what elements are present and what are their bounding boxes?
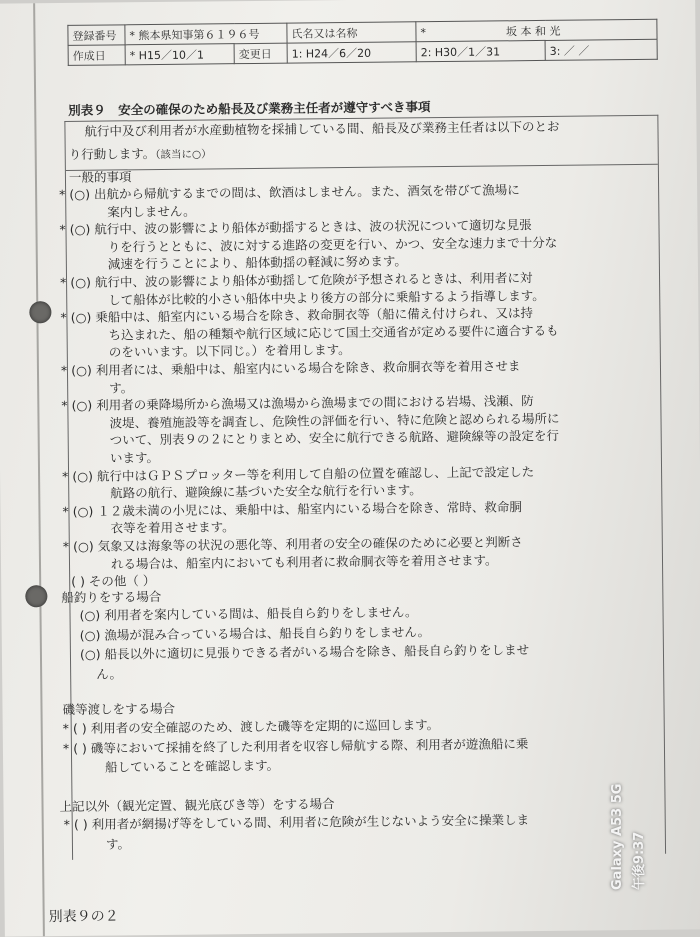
page-edge	[33, 3, 45, 936]
general-line: れる場合は、船室内においても利用者に救命胴衣等を着用させます。	[110, 552, 498, 572]
general-line: す。	[109, 379, 134, 396]
general-line: 案内しません。	[107, 203, 196, 220]
general-line: います。	[109, 450, 159, 466]
general-line: 衣等を着用させます。	[110, 519, 235, 536]
created-value: * H15／10／1	[125, 44, 234, 65]
general-line: ( ) その他（ ）	[71, 573, 156, 590]
general-line: * (○) 航行中、波の影響により船体が動揺して危険が予想されるときは、利用者に対	[59, 270, 533, 291]
punch-hole	[25, 585, 47, 607]
section-title: 別表９ 安全の確保のため船長及び業務主任者が遵守すべき事項	[68, 99, 431, 118]
iso-line: 船していることを確認します。	[105, 757, 280, 775]
created-label: 作成日	[68, 45, 125, 66]
general-line: ち込まれた、船の種類や航行区域に応じて国土交通省が定める要件に適合するも	[108, 322, 559, 343]
fishing-line: ん。	[96, 665, 122, 682]
general-line: * (○) 航行中はＧＰＳプロッター等を利用して自船の位置を確認し、上記で設定した	[62, 463, 535, 484]
general-line: ついて、別表９の２にとりまとめ、安全に航行できる航路、避険線等の設定を行	[109, 428, 560, 448]
general-line: * (○) １２歳未満の小児には、乗船中は、船室内にいる場合を除き、常時、救命胴	[62, 499, 522, 519]
iso-line: * ( ) 利用者の安全確認のため、渡した磯等を定期的に巡回します。	[62, 717, 440, 737]
general-line: * (○) 利用者の乗降場所から漁場又は漁場から漁場までの間における岩場、浅瀬、防	[61, 393, 534, 414]
fishing-line: (○) 利用者を案内している間は、船長自ら釣りをしません。	[79, 604, 418, 623]
general-line: 波堤、養殖施設等を調査し、危険性の評価を行い、特に危険と認められる場所に	[109, 410, 560, 431]
registration-table	[67, 19, 657, 66]
name-mark: *	[420, 25, 427, 39]
other-line: す。	[105, 835, 131, 852]
intro-line-1: 航行中及び利用者が水産動植物を採捕している間、船長及び業務主任者は以下のとお	[84, 118, 560, 139]
punch-hole	[29, 301, 51, 323]
name-cell	[416, 19, 657, 42]
change-date-3: 3: ／ ／	[545, 39, 657, 60]
camera-watermark: Galaxy A53 5G	[610, 783, 625, 890]
general-line: * (○) 航行中、波の影響により船体が動揺するときは、波の状況について適切な見張	[59, 217, 532, 238]
intro-note: （該当に○）	[155, 148, 212, 162]
general-heading: 一般的事項	[68, 169, 132, 185]
name-value: 坂 本 和 光	[505, 24, 561, 38]
change-date-2: 2: H30／1／31	[416, 40, 545, 61]
intro-text: り行動します。	[68, 146, 156, 162]
other-line: * ( ) 利用者が網揚げ等をしている間、利用者に危険が生じないよう安全に操業しま	[63, 812, 530, 833]
general-line: * (○) 乗船中は、船室内にいる場合を除き、救命胴衣等（船に備え付けられ、又は持	[60, 305, 534, 326]
reg-label: 登録番号	[68, 25, 125, 46]
name-label: 氏名又は名称	[287, 22, 416, 43]
intro-line-2	[69, 144, 212, 164]
footer-label: 別表９の２	[48, 908, 119, 926]
general-line: のをいいます。以下同じ。）を着用します。	[108, 342, 351, 360]
other-heading: 上記以外（観光定置、観光底びき等）をする場合	[59, 796, 335, 815]
reg-value: * 熊本県知事第６１９６号	[125, 23, 287, 45]
fishing-line: (○) 船長以外に適切に見張りできる者がいる場合を除き、船長自ら釣りをしませ	[79, 642, 530, 662]
general-line: 航路の航行、避険線に基づいた安全な航行を行います。	[110, 482, 422, 501]
camera-timestamp: 午後9:37	[632, 831, 647, 890]
iso-heading: 磯等渡しをする場合	[62, 700, 176, 718]
fishing-line: (○) 漁場が混み合っている場合は、船長自ら釣りをしません。	[79, 623, 431, 643]
general-line: りを行うとともに、波に対する進路の変更を行い、かつ、安全な速力まで十分な	[107, 234, 558, 255]
general-line: して船体が比較的小さい船体中央より後方の部分に乗船するよう指導します。	[108, 287, 545, 308]
general-line: 減速を行うことにより、船体動揺の軽減に努めます。	[107, 253, 407, 272]
general-line: * (○) 出航から帰航するまでの間は、飲酒はしません。また、酒気を帯びて漁場に	[59, 182, 520, 203]
frame-divider	[66, 164, 658, 171]
changed-label: 変更日	[234, 43, 287, 64]
fishing-heading: 船釣りをする場合	[61, 588, 162, 606]
iso-line: * ( ) 磯等において採捕を終了した利用者を収容し帰航する際、利用者が遊漁船に乗	[62, 735, 529, 756]
change-date-1: 1: H24／6／20	[287, 42, 416, 63]
general-line: * (○) 利用者には、乗船中は、船室内にいる場合を除き、救命胴衣等を着用させま	[60, 358, 521, 379]
general-line: * (○) 気象又は海象等の状況の悪化等、利用者の安全の確保のために必要と判断さ	[62, 534, 523, 555]
